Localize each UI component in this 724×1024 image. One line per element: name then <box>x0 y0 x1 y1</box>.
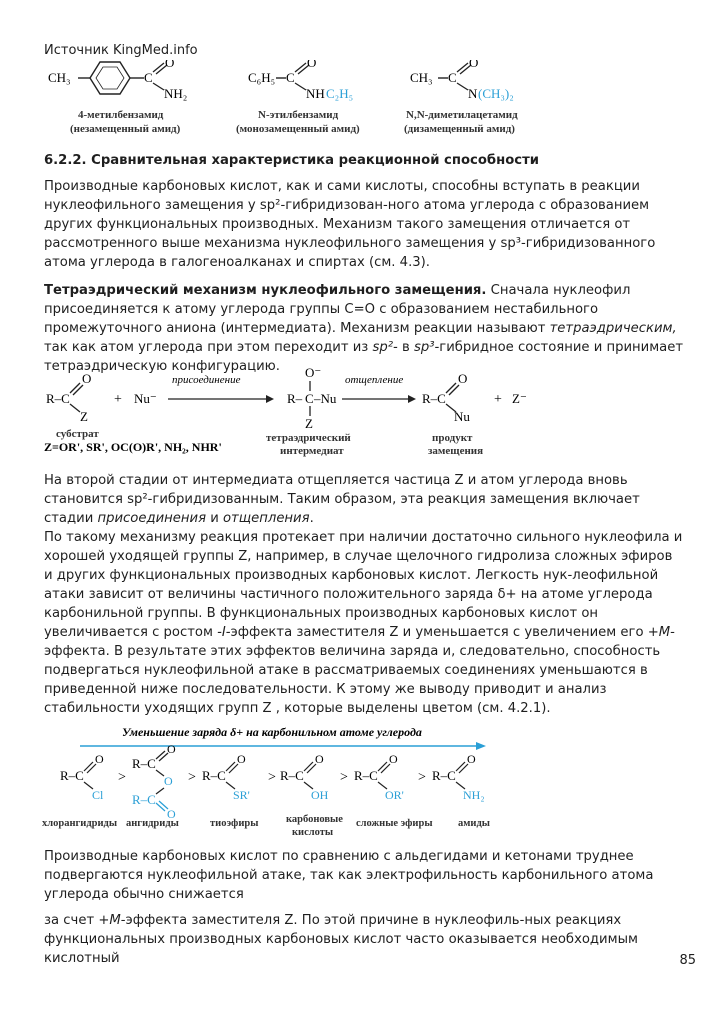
reactivity-series-figure <box>40 716 520 838</box>
anhydride-structure <box>132 742 176 821</box>
svg-text:R–C: R–C <box>60 768 84 783</box>
svg-text:C: C <box>448 70 457 85</box>
paragraph-2: Тетраэдрический механизм нуклеофильного замещения. Сначала нуклеофил присоединяется к атому углерода группы C=O с образованием нестабильного промежуточного аниона (интермедиата). Механизм реакции называют тетраэдрическим, так как атом углерода при этом переходит из sp²- в sp³-гибридное состояние и принимает тетраэдрическую конфигурацию. <box>44 283 684 374</box>
svg-text:субстрат: субстрат <box>56 428 99 440</box>
svg-text:O: O <box>95 752 104 766</box>
dimethylacetamide-structure <box>404 60 518 135</box>
decreasing-charge-label: Уменьшение заряда δ+ на карбонильном атоме углерода <box>122 725 422 739</box>
svg-text:>: > <box>340 770 348 785</box>
svg-text:+: + <box>494 392 502 407</box>
svg-text:R–C: R–C <box>46 391 70 406</box>
svg-text:C: C <box>305 391 314 406</box>
thioester-structure <box>202 752 250 802</box>
paragraph-6: за счет +M-эффекта заместителя Z. По этой причине в нуклеофиль-ных реакциях функциональных производных карбоновых кислот часто оказывается необходимым кислотный <box>44 913 638 966</box>
svg-text:тетраэдрический: тетраэдрический <box>266 432 351 444</box>
svg-text:+: + <box>114 392 122 407</box>
svg-text:интермедиат: интермедиат <box>280 445 344 457</box>
svg-text:C: C <box>286 70 295 85</box>
svg-text:NH₂: NH₂ <box>463 788 485 802</box>
svg-text:O: O <box>469 60 479 70</box>
mechanism-scheme <box>40 363 560 463</box>
svg-text:O: O <box>165 60 175 70</box>
elimination-arrow <box>342 374 416 403</box>
svg-text:R–C: R–C <box>202 768 226 783</box>
svg-text:4-метилбензамид: 4-метилбензамид <box>78 109 164 121</box>
svg-text:R–C: R–C <box>132 756 156 771</box>
svg-text:–Nu: –Nu <box>314 391 337 406</box>
svg-text:C: C <box>144 70 153 85</box>
svg-text:CH₃: CH₃ <box>48 70 71 85</box>
svg-text:Nu: Nu <box>454 409 470 424</box>
label-amides: амиды <box>458 818 490 829</box>
svg-text:C₂H₅: C₂H₅ <box>326 86 354 101</box>
svg-text:N: N <box>468 86 478 101</box>
section-heading: 6.2.2. Сравнительная характеристика реакционной способности <box>44 153 539 168</box>
svg-text:Z: Z <box>305 416 313 431</box>
label-acids: кислоты <box>292 827 334 838</box>
svg-text:O: O <box>458 371 468 386</box>
acyl-chloride-structure <box>60 752 104 802</box>
svg-text:O: O <box>164 774 173 788</box>
svg-text:продукт: продукт <box>432 432 473 444</box>
addition-arrow <box>168 374 274 403</box>
paragraph-3: На второй стадии от интермедиата отщепляется частица Z и атом углерода вновь становится sp²-гибридизованным. Таким образом, эта реакция замещения включает стадии присоединения и отщепления. <box>44 473 640 526</box>
svg-text:NH: NH <box>306 86 325 101</box>
svg-text:O: O <box>315 752 324 766</box>
substrate-structure <box>46 371 99 440</box>
page-number: 85 <box>679 953 696 968</box>
svg-text:Z=OR', SR', OC(O)R', NH₂, NHR': Z=OR', SR', OC(O)R', NH₂, NHR' <box>44 440 222 454</box>
label-carboxylic: карбоновые <box>286 814 343 825</box>
svg-text:отщепление: отщепление <box>345 374 404 386</box>
product-structure <box>422 371 483 457</box>
svg-text:R–C: R–C <box>132 792 156 807</box>
svg-text:R–C: R–C <box>422 391 446 406</box>
svg-text:>: > <box>268 770 276 785</box>
svg-text:N,N-диметилацетамид: N,N-диметилацетамид <box>406 109 518 121</box>
svg-text:Z⁻: Z⁻ <box>512 391 527 406</box>
label-thioesters: тиоэфиры <box>210 818 259 829</box>
svg-text:O: O <box>167 742 176 756</box>
svg-text:OR': OR' <box>385 788 404 802</box>
svg-text:O: O <box>389 752 398 766</box>
svg-text:N-этилбензамид: N-этилбензамид <box>258 109 339 121</box>
svg-text:Z: Z <box>80 409 88 424</box>
svg-text:O: O <box>237 752 246 766</box>
svg-text:R–C: R–C <box>280 768 304 783</box>
source-label: Источник KingMed.info <box>44 43 198 58</box>
label-acyl-chlorides: хлорангидриды <box>42 818 118 829</box>
label-esters: сложные эфиры <box>356 818 433 829</box>
svg-text:OH: OH <box>311 788 329 802</box>
carboxylic-acid-structure <box>280 752 329 802</box>
svg-text:присоединение: присоединение <box>172 374 241 386</box>
svg-text:O: O <box>467 752 476 766</box>
svg-text:замещения: замещения <box>428 445 484 457</box>
methylbenzamide-structure <box>48 60 187 135</box>
ester-structure <box>354 752 404 802</box>
svg-text:(незамещенный амид): (незамещенный амид) <box>70 123 181 135</box>
svg-text:Nu⁻: Nu⁻ <box>134 391 157 406</box>
svg-text:(дизамещенный амид): (дизамещенный амид) <box>404 123 515 135</box>
svg-text:SR': SR' <box>233 788 250 802</box>
svg-text:>: > <box>188 770 196 785</box>
svg-text:(монозамещенный амид): (монозамещенный амид) <box>236 123 360 135</box>
svg-text:>: > <box>118 770 126 785</box>
svg-text:NH₂: NH₂ <box>164 86 188 101</box>
svg-text:(CH₃)₂: (CH₃)₂ <box>478 86 514 101</box>
svg-text:C₆H₅: C₆H₅ <box>248 70 276 85</box>
label-anhydrides: ангидриды <box>126 818 179 829</box>
intermediate-structure <box>266 365 351 457</box>
svg-text:R–C: R–C <box>354 768 378 783</box>
svg-text:R–: R– <box>287 391 303 406</box>
paragraph-5: Производные карбоновых кислот по сравнению с альдегидами и кетонами труднее подвергаются нуклеофильной атаке, так как электрофильность карбонильного атома углерода обычно снижается <box>44 849 654 902</box>
paragraph-1: Производные карбоновых кислот, как и сами кислоты, способны вступать в реакции нуклеофильного замещения у sp²-гибридизован-ного атома углерода с образованием других функциональных производных. Механизм такого замещения отличается от рассмотренного выше механизма нуклеофильного замещения у sp³-гибридизованного атома углерода в галогеноалканах и спиртах (см. 4.3). <box>44 179 656 270</box>
svg-text:O: O <box>82 371 92 386</box>
svg-text:O: O <box>307 60 317 70</box>
svg-text:CH₃: CH₃ <box>410 70 433 85</box>
amide-structures-figure <box>40 60 540 145</box>
svg-text:O⁻: O⁻ <box>305 365 322 380</box>
svg-text:>: > <box>418 770 426 785</box>
amide-structure <box>432 752 485 802</box>
ethylbenzamide-structure <box>236 60 360 135</box>
svg-text:R–C: R–C <box>432 768 456 783</box>
paragraph-4: По такому механизму реакция протекает при наличии достаточно сильного нуклеофила и хорошей уходящей группы Z, например, в случае щелочного гидролиза сложных эфиров и других функциональных производных карбоновых кислот. Легкость нук-леофильной атаки зависит от величины частичного положительного заряда δ+ на атоме углерода карбонильной группы. В функциональных производных карбоновых кислот он увеличивается с ростом -I-эффекта заместителя Z и уменьшается с увеличением его +M-эффекта. В результате этих эффектов величина заряда и, следовательно, способность подвергаться нуклеофильной атаке в рассматриваемых соединениях уменьшаются в приведенной ниже последовательности. К этому же выводу приводит и анализ стабильности уходящих групп Z , которые выделены цветом (см. 4.2.1). <box>44 530 683 716</box>
svg-text:Cl: Cl <box>92 788 104 802</box>
svg-text:O: O <box>167 807 176 821</box>
